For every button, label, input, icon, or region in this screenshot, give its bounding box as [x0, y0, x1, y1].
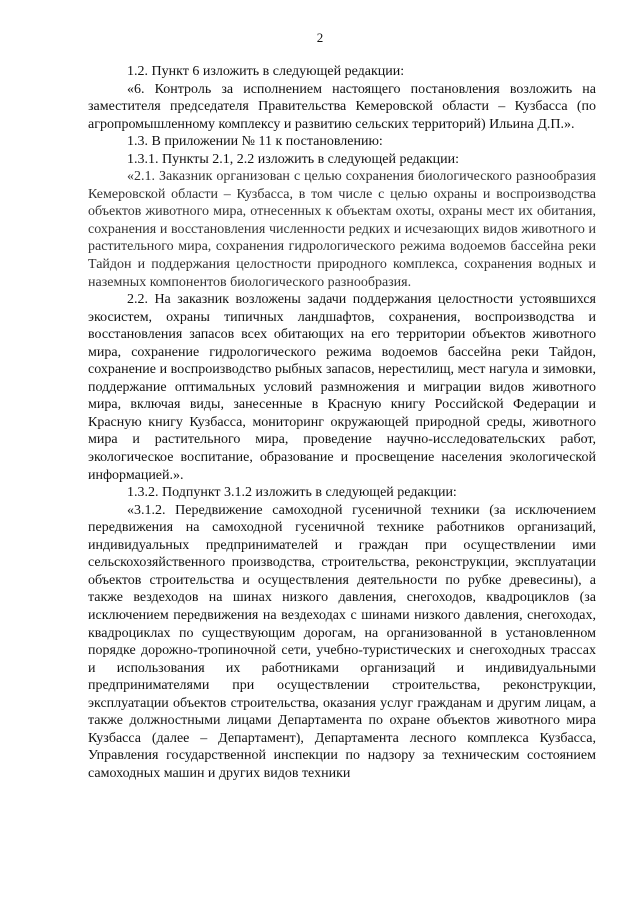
page-number: 2: [316, 30, 324, 45]
document-body: [88, 63, 596, 782]
paragraph-1-2: 1.2. Пункт 6 изложить в следующей редакции:: [127, 64, 405, 79]
paragraph-1-3: 1.3. В приложении № 11 к постановлению:: [127, 134, 383, 150]
paragraph-point-6: «6. Контроль за исполнением настоящего постановления возложить на заместителя председателя Правительства Кемеровской области – Кузбасса (по агропромышленному комплексу и развитию сельских территорий) Ильина Д.П.».: [88, 81, 596, 132]
paragraph-2-2: 2.2. На заказник возложены задачи поддержания целостности устоявшихся экосистем, охраны типичных ландшафтов, сохранения, воспроизводства и восстановления запасов всех обитающих на его территории объектов животного мира, сохранение гидрологического режима водоемов бассейна реки Тайдон, сохранение и воспроизводство рыбных запасов, нерестилищ, мест нагула и зимовки, поддержание оптимальных условий размножения и миграции видов животного мира, включая виды, занесенные в Красную книгу Российской Федерации и Красную книгу Кузбасса, мониторинг окружающей природной среды, животного мира и растительного мира, проведение научно-исследовательских работ, экологическое воспитание, образование и просвещение населения экологической информацией.».: [88, 292, 596, 483]
paragraph-2-1: «2.1. Заказник организован с целью сохранения биологического разнообразия Кемеровской области – Кузбасса, в том числе с целью охраны и воспроизводства объектов животного мира, отнесенных к объектам охоты, охраны мест их обитания, сохранения и восстановления численности редких и исчезающих видов животного и растительного мира, сохранения гидрологического режима водоемов бассейна реки Тайдон и поддержания целостности природного комплекса, сохранения водных и наземных компонентов биологического разнообразия.: [88, 169, 596, 290]
paragraph-3-1-2: «3.1.2. Передвижение самоходной гусеничной техники (за исключением передвижения на самоходной гусеничной технике работников организаций, индивидуальных предпринимателей и граждан при осуществлении ими сельскохозяйственного производства, строительства, реконструкции, эксплуатации объектов строительства и осуществления деятельности по рубке древесины), а также вездеходов на шинах низкого давления, снегоходов, квадроциклов (за исключением передвижения на вездеходах с шинами низкого давления, снегоходах, квадроциклах по существующим дорогам, на организованной в установленном порядке дорожно-тропиночной сети, учебно-туристических и снегоходных трассах и использования их работниками организаций и индивидуальными предпринимателями при осуществлении строительства, реконструкции, эксплуатации объектов строительства, оказания услуг гражданам и другим лицам, а также должностными лицами Департамента по охране объектов животного мира Кузбасса (далее – Департамент), Департамента лесного комплекса Кузбасса, Управления государственной инспекции по надзору за техническим состоянием самоходных машин и других видов техники: [88, 502, 596, 781]
paragraph-1-3-2: 1.3.2. Подпункт 3.1.2 изложить в следующей редакции:: [127, 485, 457, 501]
paragraph-1-3-1: 1.3.1. Пункты 2.1, 2.2 изложить в следующей редакции:: [127, 151, 460, 167]
